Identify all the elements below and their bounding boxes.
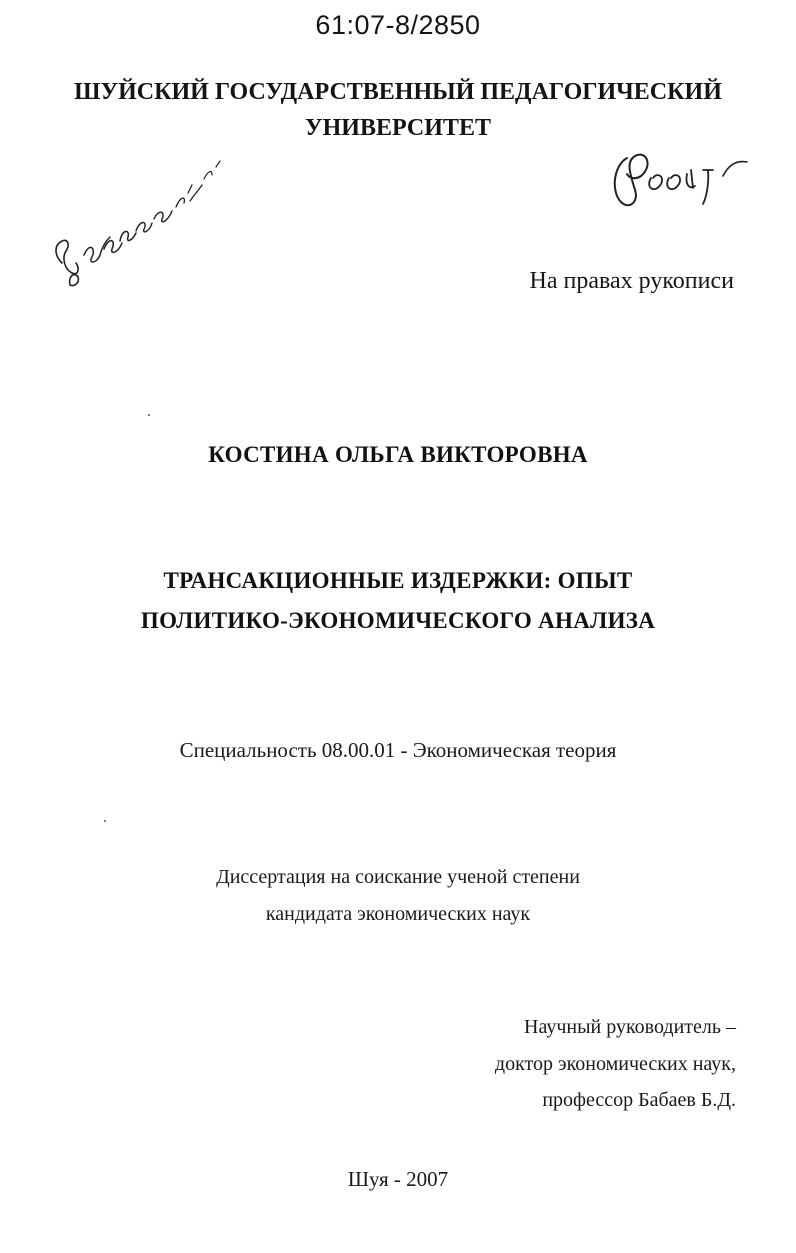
supervisor-line-1: Научный руководитель – [524,1016,736,1038]
supervisor-line-3: профессор Бабаев Б.Д. [542,1089,736,1111]
specialty-line: Специальность 08.00.01 - Экономическая теория [179,738,617,762]
degree-line-2: кандидата экономических наук [265,903,531,925]
university-name-line-1: ШУЙСКИЙ ГОСУДАРСТВЕННЫЙ ПЕДАГОГИЧЕСКИЙ [74,79,722,105]
dissertation-title-line-2: ПОЛИТИКО-ЭКОНОМИЧЕСКОГО АНАЛИЗА [140,608,656,633]
catalog-number: 61:07-8/2850 [315,10,481,40]
author-name: КОСТИНА ОЛЬГА ВИКТОРОВНА [208,442,588,467]
city-year: Шуя - 2007 [347,1167,449,1191]
scan-speck [104,820,106,822]
supervisor-line-2: доктор экономических наук, [494,1053,736,1075]
handwritten-signature-icon [605,148,755,218]
handwritten-note-icon [40,145,240,295]
university-name-line-2: УНИВЕРСИТЕТ [305,115,491,141]
degree-line-1: Диссертация на соискание ученой степени [216,866,580,888]
scan-speck [148,414,150,416]
manuscript-rights-note: На правах рукописи [529,268,734,294]
dissertation-title-line-1: ТРАНСАКЦИОННЫЕ ИЗДЕРЖКИ: ОПЫТ [163,568,633,593]
